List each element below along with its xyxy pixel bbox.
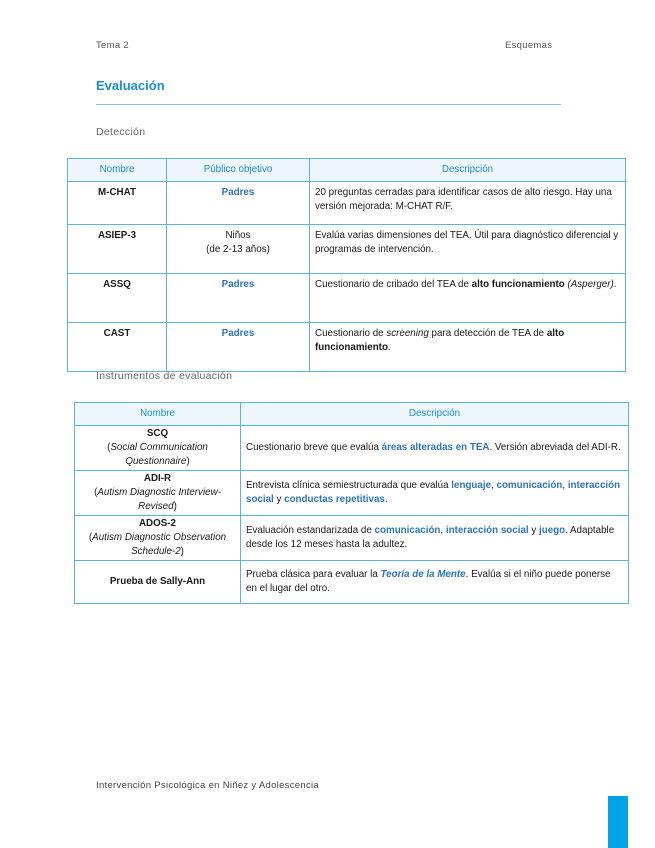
desc-text: . <box>387 342 391 353</box>
public-line-2: (de 2-13 años) <box>206 244 270 255</box>
table-row <box>68 323 626 372</box>
table-row <box>75 516 629 561</box>
cell-name <box>75 426 241 471</box>
cell-description: Cuestionario breve que evalúa áreas alteradas en TEA. Versión abreviada del ADI-R. <box>241 426 629 471</box>
cell-description <box>310 323 626 372</box>
header-topic: Tema 2 <box>96 40 129 51</box>
highlight-term: juego <box>538 525 566 536</box>
desc-text: Cuestionario de cribado del TEA de <box>315 279 472 290</box>
instruments-heading: Instrumentos de evaluación <box>96 370 233 382</box>
section-title: Evaluación <box>96 78 165 93</box>
cell-description: Evaluación estandarizada de comunicación, interacción social y juego. Adaptable desde los 12 meses hasta la adultez. <box>241 516 629 561</box>
cell-public: Padres <box>167 323 310 372</box>
cell-description: Evalúa varias dimensiones del TEA. Útil para diagnóstico diferencial y programas de intervención. <box>310 225 626 274</box>
table-row <box>75 426 629 471</box>
instrument-acronym: SCQ <box>146 428 169 439</box>
desc-emphasis: alto funcionamiento <box>471 279 565 290</box>
highlight-term: comunicación <box>496 480 563 491</box>
col-header-name: Nombre <box>75 403 241 426</box>
desc-text: . <box>613 279 617 290</box>
cell-public: Padres <box>167 274 310 323</box>
cell-name: CAST <box>68 323 167 372</box>
table-row <box>68 274 626 323</box>
highlight-term: comunicación <box>374 525 441 536</box>
page-tab-marker <box>608 796 628 848</box>
detection-heading: Detección <box>96 126 146 138</box>
highlight-term: lenguaje <box>451 480 492 491</box>
highlight-term: conductas repetitivas <box>284 494 385 505</box>
highlight-term: interacción social <box>445 525 529 536</box>
instrument-fullname: (Autism Diagnostic Observation Schedule-2) <box>88 532 227 557</box>
table-row <box>68 225 626 274</box>
desc-emphasis: alto funcionamiento <box>315 328 565 353</box>
col-header-description: Descripción <box>310 159 626 182</box>
table-row <box>75 471 629 516</box>
cell-description: Entrevista clínica semiestructurada que evalúa lenguaje, comunicación, interacción social y conductas repetitivas. <box>241 471 629 516</box>
highlight-term: áreas alteradas en TEA <box>381 442 490 453</box>
cell-name <box>75 516 241 561</box>
cell-public: Padres <box>167 182 310 225</box>
desc-text: para detección de TEA de <box>428 328 547 339</box>
cell-public <box>167 225 310 274</box>
instrument-fullname: (Autism Diagnostic Interview-Revised) <box>94 487 221 512</box>
col-header-public: Público objetivo <box>167 159 310 182</box>
highlight-term: interacción social <box>246 480 621 505</box>
desc-italic: (Asperger) <box>567 279 614 290</box>
table-row <box>75 561 629 604</box>
cell-name: ASSQ <box>68 274 167 323</box>
col-header-name: Nombre <box>68 159 167 182</box>
instrument-acronym: ADI-R <box>143 473 172 484</box>
col-header-description: Descripción <box>241 403 629 426</box>
section-divider <box>96 104 561 105</box>
table-header-row <box>68 159 626 182</box>
instrument-acronym: ADOS-2 <box>138 518 177 529</box>
cell-description <box>310 274 626 323</box>
header-section: Esquemas <box>505 40 553 51</box>
cell-name: ASIEP-3 <box>68 225 167 274</box>
desc-italic: screening <box>386 328 429 339</box>
cell-description: 20 preguntas cerradas para identificar casos de alto riesgo. Hay una versión mejorada: M-CHAT R/F. <box>310 182 626 225</box>
footer-course-title: Intervención Psicológica en Niñez y Adolescencia <box>96 780 319 791</box>
instruments-table <box>74 402 629 604</box>
table-row <box>68 182 626 225</box>
cell-name: M-CHAT <box>68 182 167 225</box>
instrument-acronym: Prueba de Sally-Ann <box>109 576 206 587</box>
instrument-fullname: (Social Communication Questionnaire) <box>107 442 208 467</box>
detection-table <box>67 158 626 372</box>
cell-description: Prueba clásica para evaluar la Teoría de la Mente. Evalúa si el niño puede ponerse en el lugar del otro. <box>241 561 629 604</box>
highlight-term: Teoría de la Mente <box>380 569 466 580</box>
desc-text: Cuestionario de <box>315 328 387 339</box>
cell-name <box>75 561 241 604</box>
public-line-1: Niños <box>225 230 251 241</box>
cell-name <box>75 471 241 516</box>
table-header-row <box>75 403 629 426</box>
